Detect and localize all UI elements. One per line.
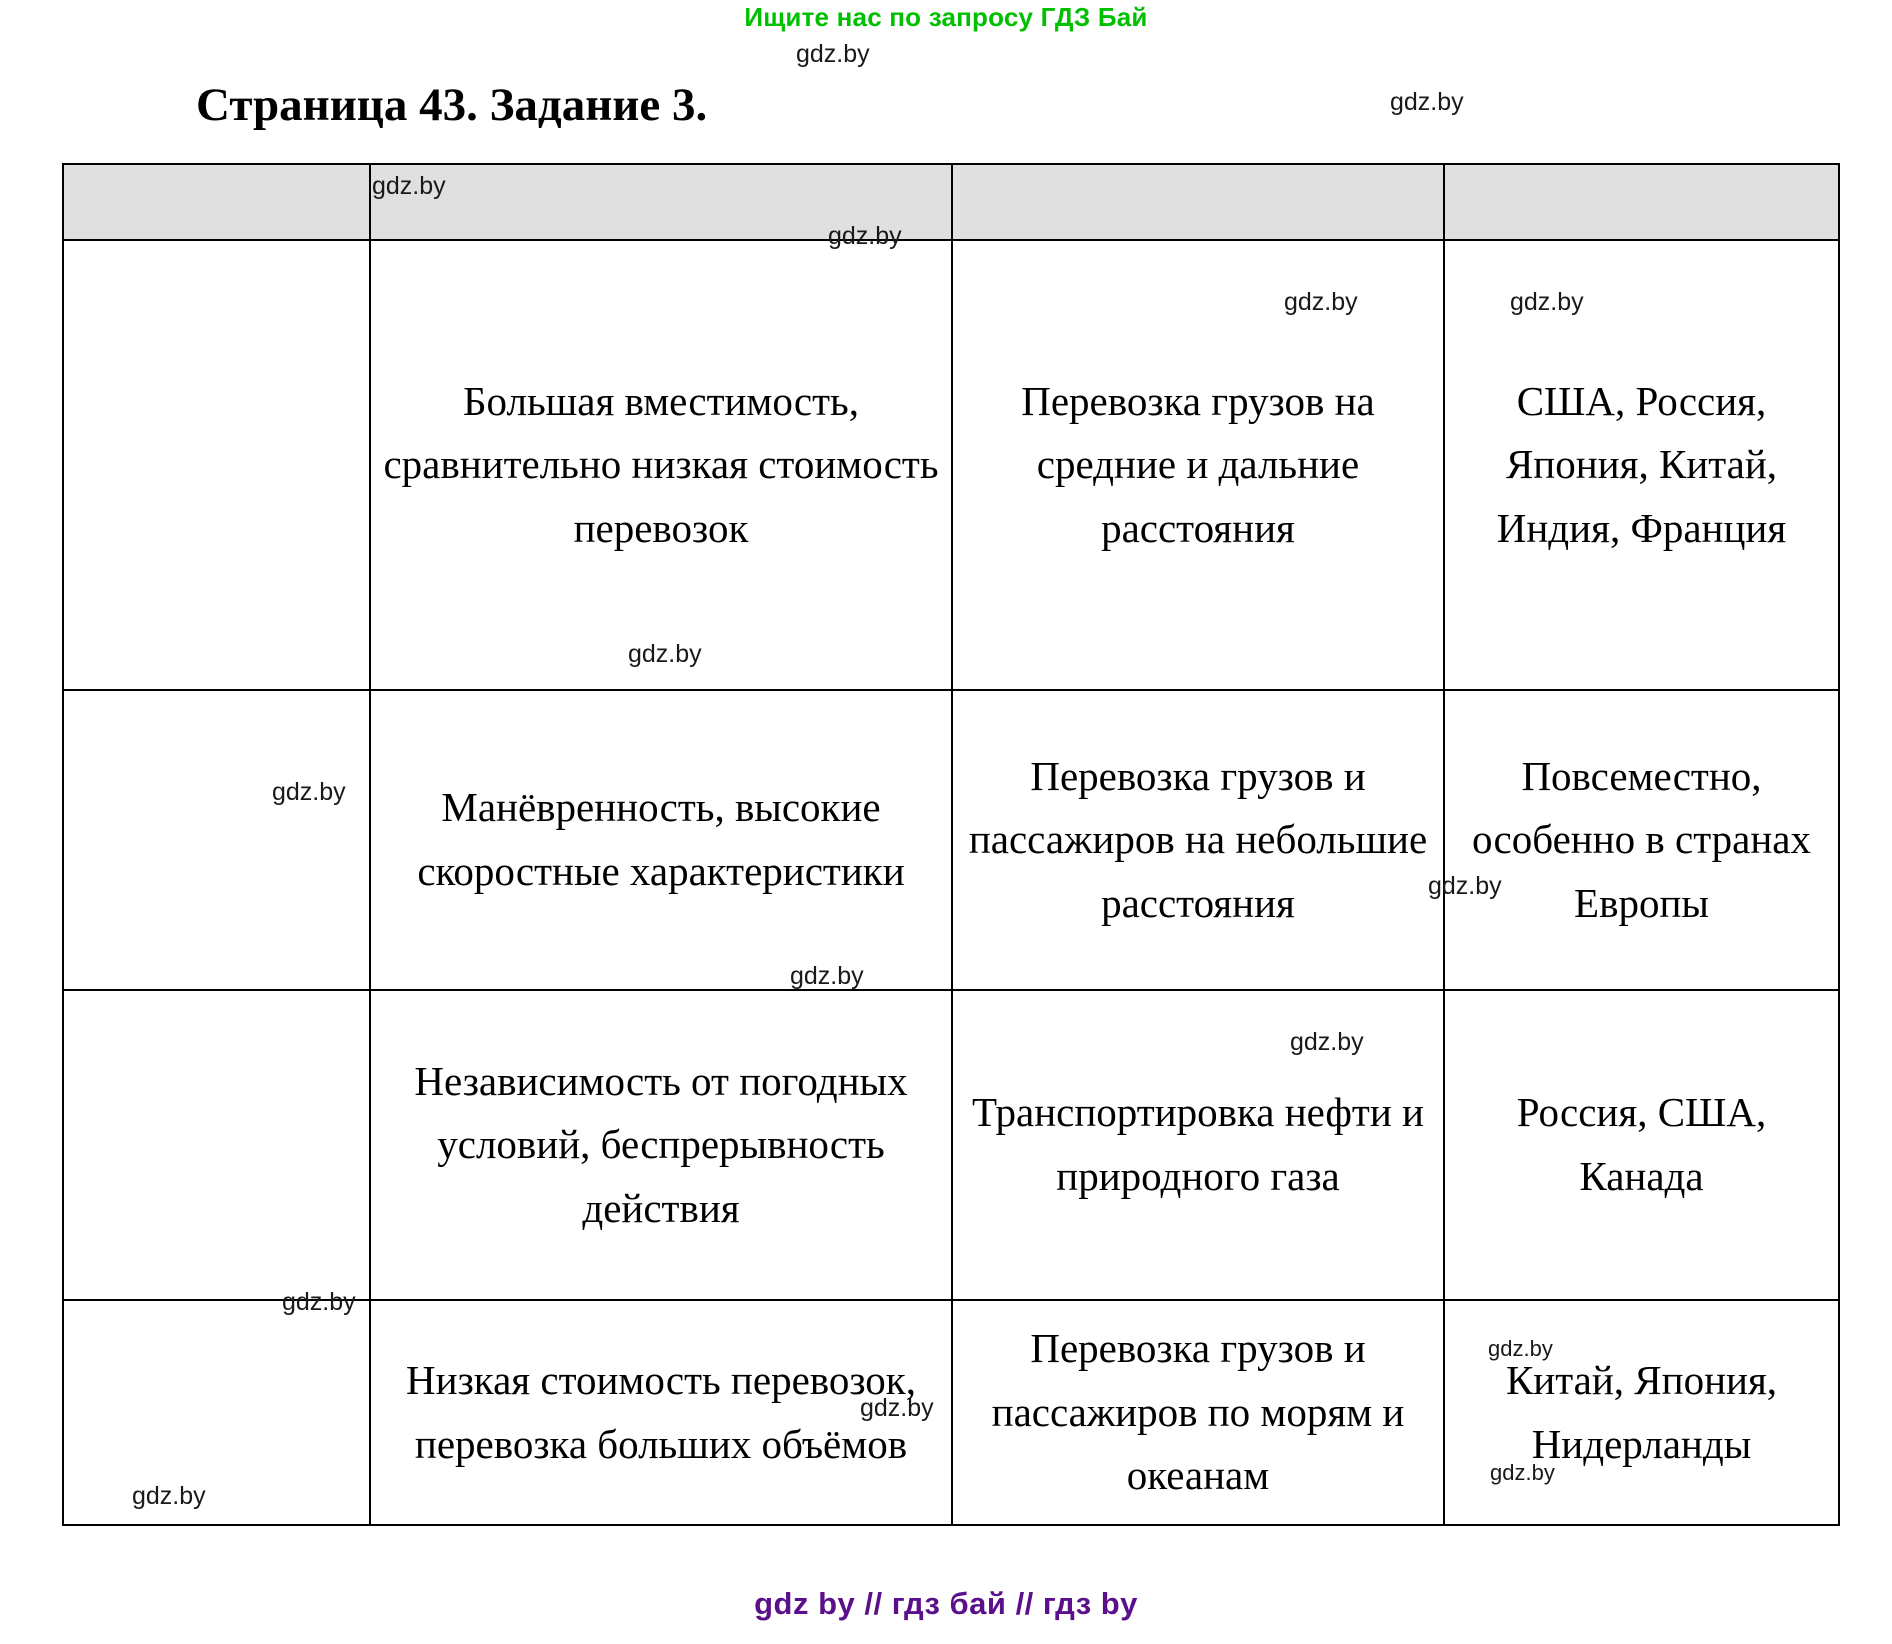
row-3-cell-3: Китай, Япония, Нидерланды: [1444, 1300, 1839, 1525]
watermark-gdz: gdz.by: [1390, 88, 1464, 116]
watermark-gdz: gdz.by: [372, 172, 446, 200]
table-row: [63, 240, 1839, 690]
watermark-gdz: gdz.by: [860, 1394, 934, 1422]
watermark-gdz: gdz.by: [272, 778, 346, 806]
watermark-gdz: gdz.by: [628, 640, 702, 668]
watermark-gdz: gdz.by: [132, 1482, 206, 1510]
row-2-cell-1: Независимость от погодных условий, беспрерывность действия: [370, 990, 952, 1300]
watermark-gdz: gdz.by: [1510, 288, 1584, 316]
watermark-gdz: gdz.by: [828, 222, 902, 250]
row-0-cell-3: США, Россия, Япония, Китай, Индия, Франция: [1444, 240, 1839, 690]
row-2-cell-3: Россия, США, Канада: [1444, 990, 1839, 1300]
watermark-gdz: gdz.by: [796, 40, 870, 68]
row-3-cell-2: Перевозка грузов и пассажиров по морям и океанам: [952, 1300, 1444, 1525]
row-0-cell-1: Большая вместимость, сравнительно низкая стоимость перевозок: [370, 240, 952, 690]
header-cell-3: [1444, 164, 1839, 240]
row-1-cell-3: Повсеместно, особенно в странах Европы: [1444, 690, 1839, 990]
watermark-gdz: gdz.by: [790, 962, 864, 990]
table-row: [63, 990, 1839, 1300]
watermark-gdz: gdz.by: [1428, 872, 1502, 900]
watermark-gdz: gdz.by: [1488, 1336, 1553, 1361]
header-cell-2: [952, 164, 1444, 240]
transport-table: [62, 163, 1840, 1526]
row-2-cell-2: Транспортировка нефти и природного газа: [952, 990, 1444, 1300]
header-cell-0: [63, 164, 370, 240]
table-header-row: [63, 164, 1839, 240]
watermark-gdz: gdz.by: [1490, 1460, 1555, 1485]
row-3-cell-1: Низкая стоимость перевозок, перевозка больших объёмов: [370, 1300, 952, 1525]
table-row: [63, 690, 1839, 990]
footer-text: gdz by // гдз бай // гдз by: [754, 1586, 1138, 1621]
row-1-cell-0: [63, 690, 370, 990]
page-title: Страница 43. Задание 3.: [196, 79, 708, 131]
row-0-cell-0: [63, 240, 370, 690]
promo-banner: Ищите нас по запросу ГДЗ Бай: [744, 2, 1148, 32]
row-2-cell-0: [63, 990, 370, 1300]
header-cell-1: [370, 164, 952, 240]
row-1-cell-1: Манёвренность, высокие скоростные характеристики: [370, 690, 952, 990]
row-0-cell-2: Перевозка грузов на средние и дальние расстояния: [952, 240, 1444, 690]
row-1-cell-2: Перевозка грузов и пассажиров на небольшие расстояния: [952, 690, 1444, 990]
watermark-gdz: gdz.by: [1284, 288, 1358, 316]
row-3-cell-0: [63, 1300, 370, 1525]
watermark-gdz: gdz.by: [1290, 1028, 1364, 1056]
transport-table-wrapper: [62, 163, 1830, 1526]
table-row: [63, 1300, 1839, 1525]
watermark-gdz: gdz.by: [282, 1288, 356, 1316]
